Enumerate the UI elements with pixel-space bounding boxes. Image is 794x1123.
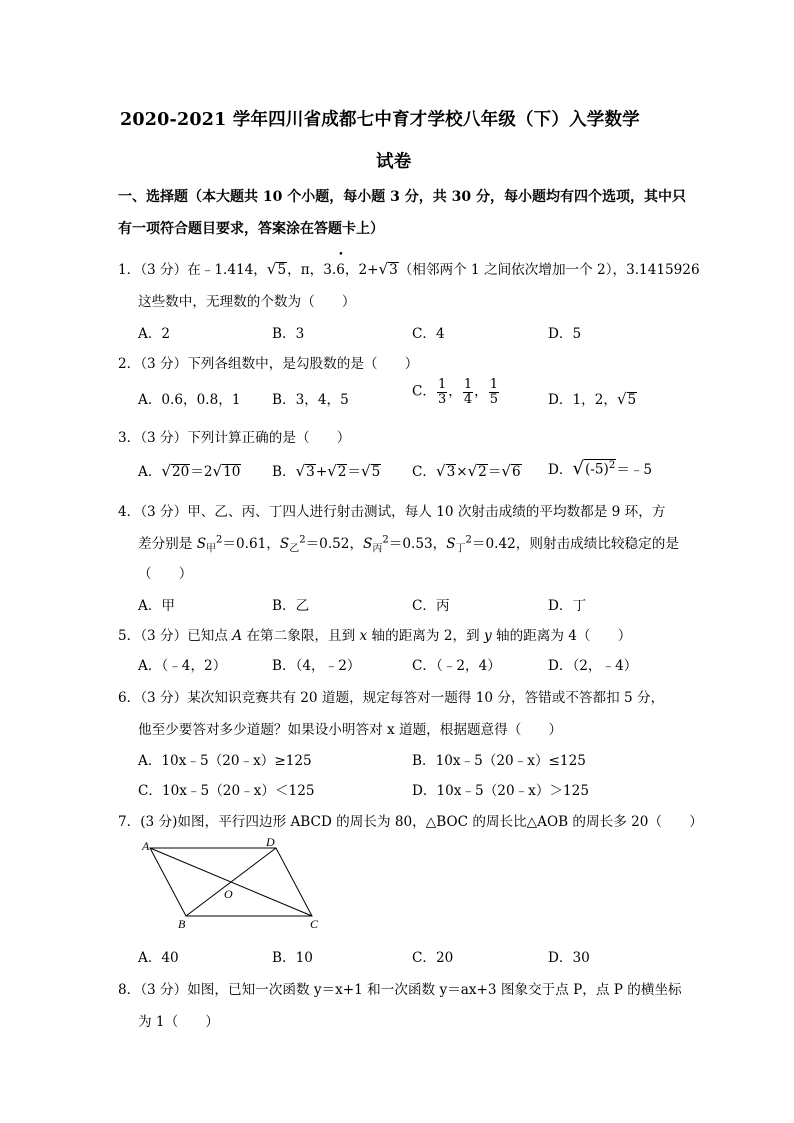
q5-option-d[interactable]: D．（2，﹣4） — [548, 658, 638, 674]
q5-stem-b: 在第二象限，且到 — [242, 628, 360, 644]
q2-c-label: C． — [412, 383, 436, 400]
q6-option-c[interactable]: C．10x﹣5（20﹣x）＜125 — [138, 783, 315, 799]
q4-s4: S — [446, 536, 456, 552]
q5-option-c[interactable]: C．（﹣2，4） — [412, 658, 501, 674]
section-heading-line1: 一、选择题（本大题共 10 个小题，每小题 3 分，共 30 分，每小题均有四个选项，其中只 — [118, 189, 686, 205]
q4-sub4: 丁 — [455, 543, 466, 555]
q1-option-d[interactable]: D．5 — [548, 326, 582, 342]
q2-option-d[interactable]: D．1，2，√5 — [548, 390, 637, 408]
q3-b-rad1: 3 — [306, 464, 315, 480]
q3-b-op: + — [315, 464, 328, 480]
vertex-b-label: B — [178, 917, 186, 931]
q2-c-frac2-num: 1 — [463, 377, 473, 392]
parallelogram-figure — [136, 836, 326, 932]
q4-s3: S — [363, 536, 373, 552]
q6-option-a[interactable]: A．10x﹣5（20﹣x）≥125 — [138, 753, 312, 769]
q3-option-c[interactable]: C．√3×√2＝√6 — [412, 462, 521, 480]
section-heading-line2: 有一项符合题目要求，答案涂在答题卡上） — [118, 221, 384, 237]
q2-d-label: D．1，2， — [548, 392, 617, 408]
q2-c-frac3-den: 5 — [489, 391, 499, 407]
q2-c-frac2-den: 4 — [463, 391, 473, 407]
q4-option-a[interactable]: A．甲 — [138, 598, 176, 614]
q4-sup4: 2 — [465, 534, 472, 546]
q5-y-var: y — [483, 628, 492, 644]
q2-c-sep2: ， — [474, 383, 488, 400]
q3-d-label: D． — [548, 462, 573, 478]
q4-sub3: 丙 — [372, 543, 383, 555]
q3-option-b[interactable]: B．√3+√2＝√5 — [272, 462, 381, 480]
q3-option-d[interactable]: D．$√(-5)^2=﹣5$ — [548, 458, 653, 479]
q1-sqrt3: 3 — [389, 262, 398, 278]
vertex-c-label: C — [310, 917, 319, 931]
question-4-line2 — [138, 532, 679, 555]
q6-option-d[interactable]: D．10x﹣5（20﹣x）＞125 — [412, 783, 589, 799]
q3-c-rad1: 3 — [446, 464, 456, 480]
question-8-line2: 为 1（ ） — [138, 1014, 219, 1030]
vertex-d-label: D — [266, 836, 275, 849]
q3-a-rad1: 20 — [171, 464, 190, 480]
q1-option-b[interactable]: B．3 — [272, 326, 305, 342]
q2-c-frac1-den: 3 — [438, 391, 447, 407]
question-4-line1: 4．（3 分）甲、乙、丙、丁四人进行射击测试，每人 10 次射击成绩的平均数都是 9 环，方 — [118, 504, 666, 520]
q3-d-radicand: (-5) — [584, 462, 609, 478]
q6-option-b[interactable]: B．10x﹣5（20﹣x）≤125 — [412, 753, 586, 769]
q4-option-d[interactable]: D．丁 — [548, 598, 587, 614]
q4-sup3: 2 — [382, 534, 389, 546]
q4-option-c[interactable]: C．丙 — [412, 598, 450, 614]
q5-stem-c: 轴的距离为 2，到 — [367, 628, 484, 644]
q3-option-a[interactable]: A．√20＝2√10 — [138, 462, 241, 480]
question-7-stem: 7．(3 分)如图，平行四边形 ABCD 的周长为 80，△BOC 的周长比△AOB 的周长多 20（ ） — [118, 814, 703, 830]
question-1-line2: 这些数中，无理数的个数为（ ） — [138, 294, 356, 310]
question-8-line1: 8．（3 分）如图，已知一次函数 y＝x+1 和一次函数 y＝ax+3 图象交于点 P，点 P 的横坐标 — [118, 982, 682, 998]
q4-v2: ＝0.52， — [305, 536, 364, 552]
q1-suffix: （相邻两个 1 之间依次增加一个 2），3.1415926 — [398, 262, 700, 278]
q1-mid2: ，2+ — [344, 262, 379, 278]
q3-a-label: A． — [138, 464, 162, 480]
center-o-label: O — [224, 887, 233, 901]
q4-v1: ＝0.61， — [222, 536, 280, 552]
q7-option-d[interactable]: D．30 — [548, 950, 590, 966]
question-5-stem — [118, 624, 631, 644]
page-title-line1: 2020-2021 学年四川省成都七中育才学校八年级（下）入学数学 — [120, 110, 640, 130]
q3-c-op: × — [456, 464, 468, 480]
q7-option-c[interactable]: C．20 — [412, 950, 454, 966]
diagonal-bd — [186, 848, 276, 916]
q4-sub2: 乙 — [289, 543, 300, 555]
q2-c-frac1-num: 1 — [438, 377, 447, 392]
q3-c-eq: ＝ — [487, 464, 502, 480]
q2-c-sep1: ， — [448, 383, 462, 400]
question-6-line1: 6．（3 分）某次知识竞赛共有 20 道题，规定每答对一题得 10 分，答错或不答都扣 5 分， — [118, 690, 665, 706]
q3-b-eq: ＝ — [347, 464, 362, 480]
q5-x-var: x — [359, 628, 368, 644]
q2-option-b[interactable]: B．3，4，5 — [272, 392, 349, 408]
q5-point-a: A — [232, 628, 243, 644]
q5-stem-d: 轴的距离为 4（ ） — [491, 628, 632, 644]
q4-sup2: 2 — [299, 534, 306, 546]
page-title-line2: 试卷 — [376, 152, 412, 172]
q3-b-label: B． — [272, 464, 296, 480]
q2-c-frac3-num: 1 — [489, 377, 499, 392]
question-4-line3: （ ） — [138, 566, 193, 582]
q4-v4: ＝0.42，则射击成绩比较稳定的是 — [471, 536, 679, 552]
q4-sup1: 2 — [216, 534, 223, 546]
q1-mid: ，π，3. — [287, 262, 337, 278]
q4-sub1: 甲 — [206, 543, 217, 555]
vertex-a-label: A — [142, 839, 150, 853]
q2-d-sqrt: 5 — [627, 392, 637, 408]
q4-line2-prefix: 差分别是 — [138, 536, 197, 552]
q3-d-exponent: 2 — [608, 460, 616, 472]
q4-s1: S — [196, 536, 207, 552]
q4-v3: ＝0.53， — [388, 536, 447, 552]
q3-b-rad2: 2 — [337, 464, 347, 480]
q2-option-a[interactable]: A．0.6，0.8，1 — [138, 392, 241, 408]
q7-option-b[interactable]: B．10 — [272, 950, 313, 966]
q5-option-b[interactable]: B．（4，﹣2） — [272, 658, 361, 674]
q3-a-eq: ＝2 — [190, 464, 213, 480]
q1-option-c[interactable]: C．4 — [412, 326, 445, 342]
q2-option-c[interactable] — [412, 378, 500, 406]
question-6-line2: 他至少要答对多少道题？如果设小明答对 x 道题，根据题意得（ ） — [138, 722, 563, 738]
question-3-stem: 3．（3 分）下列计算正确的是（ ） — [118, 430, 351, 446]
q5-option-a[interactable]: A．（﹣4，2） — [138, 658, 227, 674]
question-1-line1: 1．（3 分）在﹣1.414，√5，π，3.• 6，2+√3（相邻两个 1 之间依次增加一个 2），3.1415926 — [118, 258, 700, 278]
question-2-stem: 2．（3 分）下列各组数中，是勾股数的是（ ） — [118, 356, 419, 372]
q5-stem-a: 5．（3 分）已知点 — [118, 628, 233, 644]
q4-s2: S — [279, 536, 290, 552]
q1-option-a[interactable]: A．2 — [138, 326, 171, 342]
q7-option-a[interactable]: A．40 — [138, 950, 179, 966]
q3-a-rad2: 10 — [223, 464, 241, 480]
q1-prefix: 1．（3 分）在﹣1.414， — [118, 262, 267, 278]
q1-repeating-digit: • 6 — [336, 262, 345, 278]
q3-d-eq: ＝﹣5 — [616, 462, 653, 478]
q3-b-rad3: 5 — [371, 464, 381, 480]
q3-c-rad3: 6 — [511, 464, 521, 480]
q1-sqrt5: 5 — [277, 262, 287, 278]
q4-option-b[interactable]: B．乙 — [272, 598, 310, 614]
q3-c-rad2: 2 — [478, 464, 487, 480]
q3-c-label: C． — [412, 464, 436, 480]
